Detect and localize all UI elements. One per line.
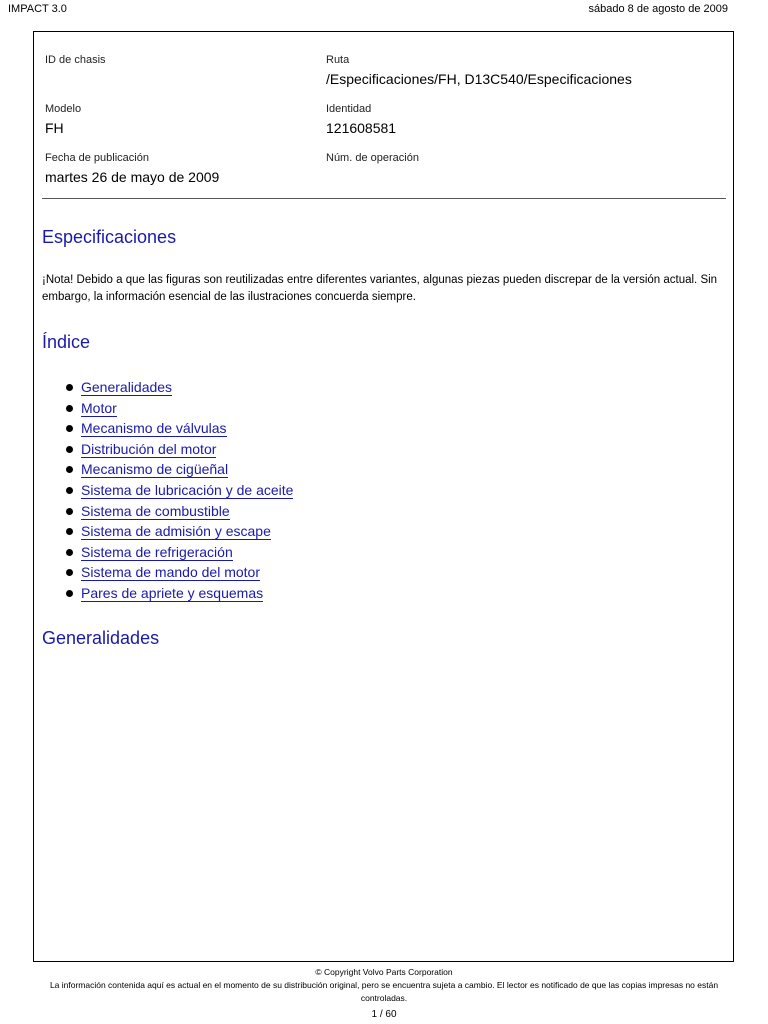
toc-item [64,377,293,398]
model-value: FH [45,120,64,136]
identity-value: 121608581 [326,120,397,136]
toc-link-distribucion-motor[interactable]: Distribución del motor [81,440,217,457]
toc-item [64,501,293,522]
pubdate-field [45,150,326,199]
toc-link-mecanismo-ciguenal[interactable]: Mecanismo de cigüeñal [81,461,229,478]
page-header [8,3,728,15]
route-label: Ruta [326,54,350,66]
note-paragraph: ¡Nota! Debido a que las figuras son reutilizadas entre diferentes variantes, algunas piezas pueden discrepar de la versión actual. Sin embargo, la información esencial de las ilustraciones concuerda siempre. [42,274,718,303]
pubdate-value: martes 26 de mayo de 2009 [45,169,220,185]
disclaimer-text: La información contenida aquí es actual en el momento de su distribución original, pero se encuentra sujeta a cambio. El lector es notificado de que las copias impresas no están controladas. [49,980,719,1003]
toc-link-sistema-mando[interactable]: Sistema de mando del motor [81,564,260,581]
page-number: 1 / 60 [371,1009,397,1020]
operation-label: Núm. de operación [326,152,419,164]
identity-field [326,101,725,150]
toc-item [64,542,293,563]
chassis-label: ID de chasis [45,54,106,66]
copyright-text: © Copyright Volvo Parts Corporation [315,967,453,977]
section-heading-generalidades: Generalidades [42,628,160,648]
toc-item [64,480,293,501]
toc-item [64,439,293,460]
toc-item [64,562,293,583]
toc-item [64,583,293,604]
table-of-contents [64,377,293,604]
toc-link-sistema-combustible[interactable]: Sistema de combustible [81,502,230,519]
toc-link-motor[interactable]: Motor [81,399,117,416]
route-value: /Especificaciones/FH, D13C540/Especificaciones [326,71,632,87]
metadata-table [45,52,725,199]
route-field [326,52,725,101]
identity-label: Identidad [326,103,372,115]
index-heading: Índice [42,332,91,352]
toc-link-mecanismo-valvulas[interactable]: Mecanismo de válvulas [81,420,227,437]
app-name: IMPACT 3.0 [8,3,67,15]
chassis-field [45,52,326,101]
operation-field [326,150,725,199]
toc-item [64,521,293,542]
toc-item [64,418,293,439]
page-title: Especificaciones [42,227,177,247]
pubdate-label: Fecha de publicación [45,152,149,164]
toc-link-sistema-refrigeracion[interactable]: Sistema de refrigeración [81,543,233,560]
toc-link-sistema-lubricacion[interactable]: Sistema de lubricación y de aceite [81,481,294,498]
print-date: sábado 8 de agosto de 2009 [588,3,728,15]
metadata-divider [42,198,726,199]
page-footer [0,966,768,1005]
toc-link-sistema-admision[interactable]: Sistema de admisión y escape [81,523,271,540]
model-field [45,101,326,150]
toc-item [64,459,293,480]
toc-link-pares-apriete[interactable]: Pares de apriete y esquemas [81,584,264,601]
document-frame [33,31,734,962]
toc-link-generalidades[interactable]: Generalidades [81,379,173,395]
toc-item [64,398,293,419]
model-label: Modelo [45,103,82,115]
